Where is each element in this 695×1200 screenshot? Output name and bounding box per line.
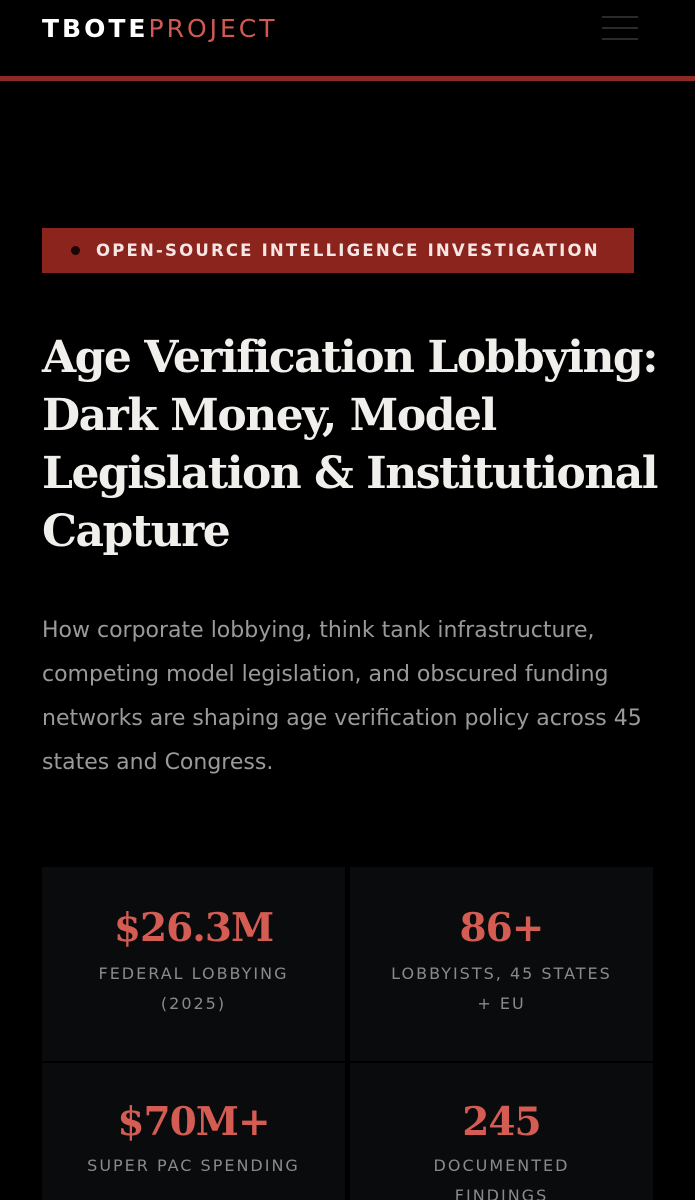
page-subtitle: How corporate lobbying, think tank infrastructure, competing model legislation, and obscured funding networks are shaping age verification policy across 45 states and Congress. (42, 618, 642, 775)
site-logo[interactable] (42, 12, 278, 46)
stat-value: 245 (462, 1099, 541, 1145)
stat-label: DOCUMENTED FINDINGS (433, 1156, 570, 1200)
logo-primary-text: TBOTE (42, 14, 149, 43)
stat-value: 86+ (459, 905, 544, 951)
stat-card-findings (350, 1063, 653, 1200)
header-divider (0, 76, 695, 81)
badge-label: OPEN-SOURCE INTELLIGENCE INVESTIGATION (96, 241, 600, 260)
menu-bar-bottom (602, 38, 638, 40)
stat-card-lobbyists (350, 867, 653, 1061)
stat-label: LOBBYISTS, 45 STATES + EU (391, 964, 612, 1013)
badge-dot-icon (71, 246, 80, 255)
hamburger-menu-icon[interactable] (600, 13, 640, 43)
stat-value: $70M+ (117, 1099, 270, 1145)
site-header (0, 0, 695, 76)
stat-card-federal-lobbying (42, 867, 345, 1061)
menu-bar-middle (602, 27, 638, 29)
stats-grid (42, 867, 653, 1200)
stat-label: SUPER PAC SPENDING (87, 1156, 300, 1175)
logo-secondary-text: PROJECT (148, 14, 278, 43)
menu-bar-top (602, 16, 638, 18)
page-title: Age Verification Lobbying: Dark Money, Model Legislation & Institutional Capture (42, 332, 657, 557)
stat-card-super-pac (42, 1063, 345, 1200)
investigation-badge (42, 228, 634, 273)
stat-value: $26.3M (113, 905, 274, 951)
stat-label: FEDERAL LOBBYING (2025) (98, 964, 289, 1013)
